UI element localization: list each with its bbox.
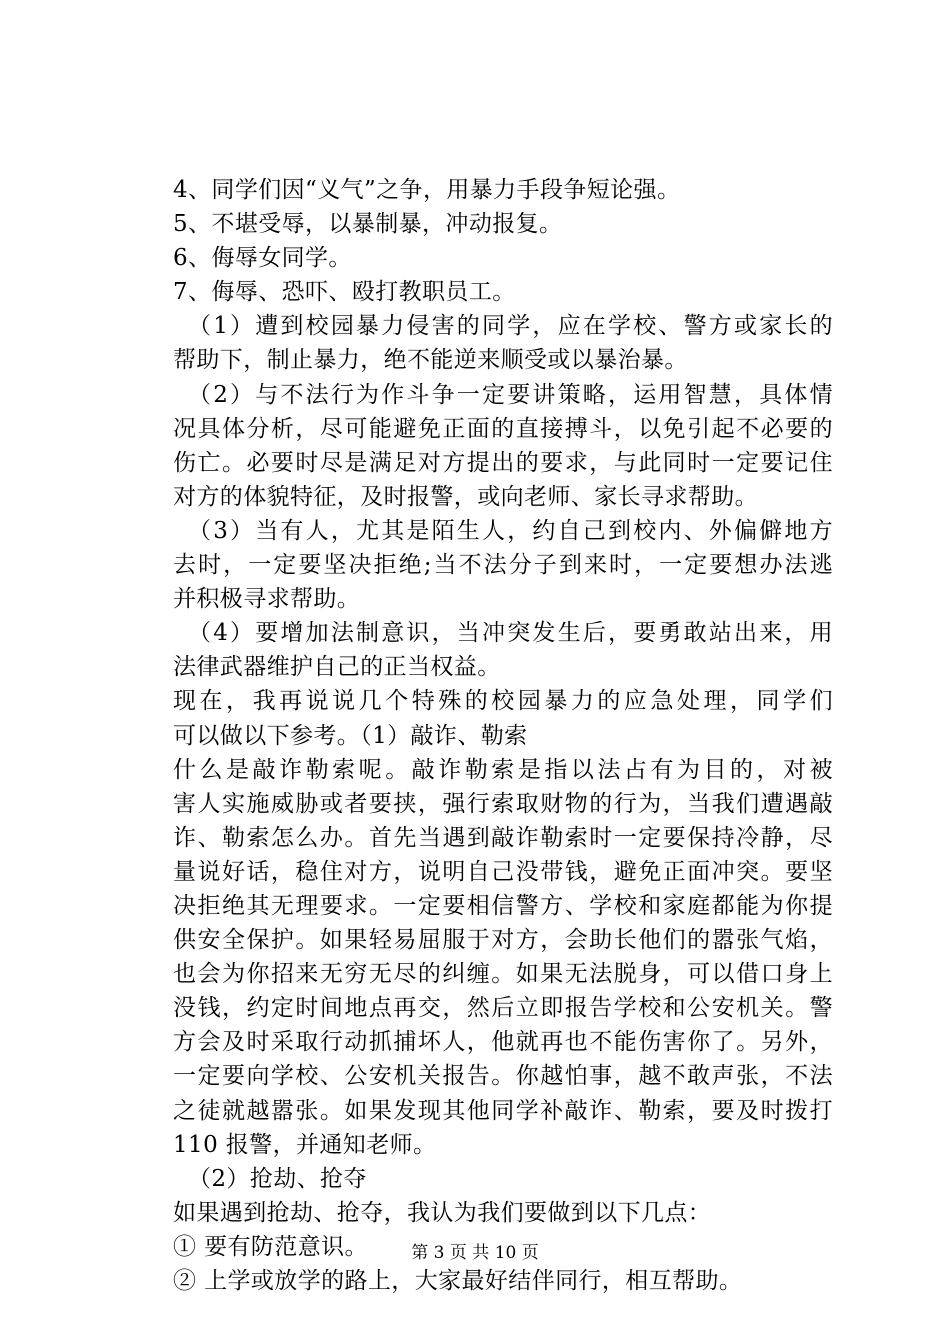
text-line: 害人实施威胁或者要挟，强行索取财物的行为，当我们遭遇敲: [173, 790, 833, 817]
text-line: 决拒绝其无理要求。一定要相信警方、学校和家庭都能为你提: [173, 892, 833, 919]
text-line: 5、不堪受辱，以暴制暴，冲动报复。: [173, 211, 563, 238]
text-line: 去时，一定要坚决拒绝;当不法分子到来时，一定要想办法逃: [173, 552, 833, 579]
text-line: 4、同学们因“义气”之争，用暴力手段争短论强。: [173, 177, 681, 203]
text-line: ① 要有防范意识。: [173, 1233, 368, 1260]
text-line: 量说好话，稳住对方，说明自己没带钱，避免正面冲突。要坚: [173, 858, 833, 885]
text-line: 供安全保护。如果轻易屈服于对方，会助长他们的嚣张气焰，: [173, 927, 833, 954]
text-line: （2）抢劫、抢夺: [188, 1165, 367, 1192]
text-line: 伤亡。必要时尽是满足对方提出的要求，与此同时一定要记住: [173, 449, 833, 476]
text-line: 对方的体貌特征，及时报警，或向老师、家长寻求帮助。: [173, 483, 758, 510]
text-line: 诈、勒索怎么办。首先当遇到敲诈勒索时一定要保持冷静，尽: [173, 824, 833, 851]
text-line: 之徒就越嚣张。如果发现其他同学补敲诈、勒索，要及时拨打: [173, 1097, 833, 1124]
text-line: （4）要增加法制意识，当冲突发生后，要勇敢站出来，用: [188, 620, 833, 647]
document-body: [173, 173, 833, 1298]
text-line: 如果遇到抢劫、抢夺，我认为我们要做到以下几点：: [173, 1199, 712, 1226]
text-line: 可以做以下参考。（1）敲诈、勒索: [173, 722, 528, 749]
text-line: 况具体分析，尽可能避免正面的直接搏斗，以免引起不必要的: [173, 415, 833, 442]
text-line: 并积极寻求帮助。: [173, 586, 361, 613]
text-line: 也会为你招来无穷无尽的纠缠。如果无法脱身，可以借口身上: [173, 961, 833, 988]
text-line: （1）遭到校园暴力侵害的同学，应在学校、警方或家长的: [188, 313, 833, 340]
text-line: 方会及时采取行动抓捕坏人，他就再也不能伤害你了。另外，: [173, 1029, 833, 1056]
text-line: 法律武器维护自己的正当权益。: [173, 654, 501, 681]
text-line: 6、侮辱女同学。: [173, 245, 352, 272]
text-line: 帮助下，制止暴力，绝不能逆来顺受或以暴治暴。: [173, 347, 688, 374]
text-line: 现在，我再说说几个特殊的校园暴力的应急处理，同学们: [173, 688, 833, 715]
text-line: （3）当有人，尤其是陌生人，约自己到校内、外偏僻地方: [188, 517, 833, 544]
text-line: （2）与不法行为作斗争一定要讲策略，运用智慧，具体情: [188, 381, 833, 408]
text-line: 什么是敲诈勒索呢。敲诈勒索是指以法占有为目的，对被: [173, 756, 833, 783]
text-line: 没钱，约定时间地点再交，然后立即报告学校和公安机关。警: [173, 995, 833, 1022]
text-line: 一定要向学校、公安机关报告。你越怕事，越不敢声张，不法: [173, 1063, 833, 1090]
text-line: 7、侮辱、恐吓、殴打教职员工。: [173, 279, 516, 306]
text-line: ② 上学或放学的路上，大家最好结伴同行，相互帮助。: [173, 1268, 743, 1294]
page-footer: 第 3 页 共 10 页: [411, 1243, 539, 1263]
text-line: 110 报警，并通知老师。: [173, 1131, 437, 1158]
